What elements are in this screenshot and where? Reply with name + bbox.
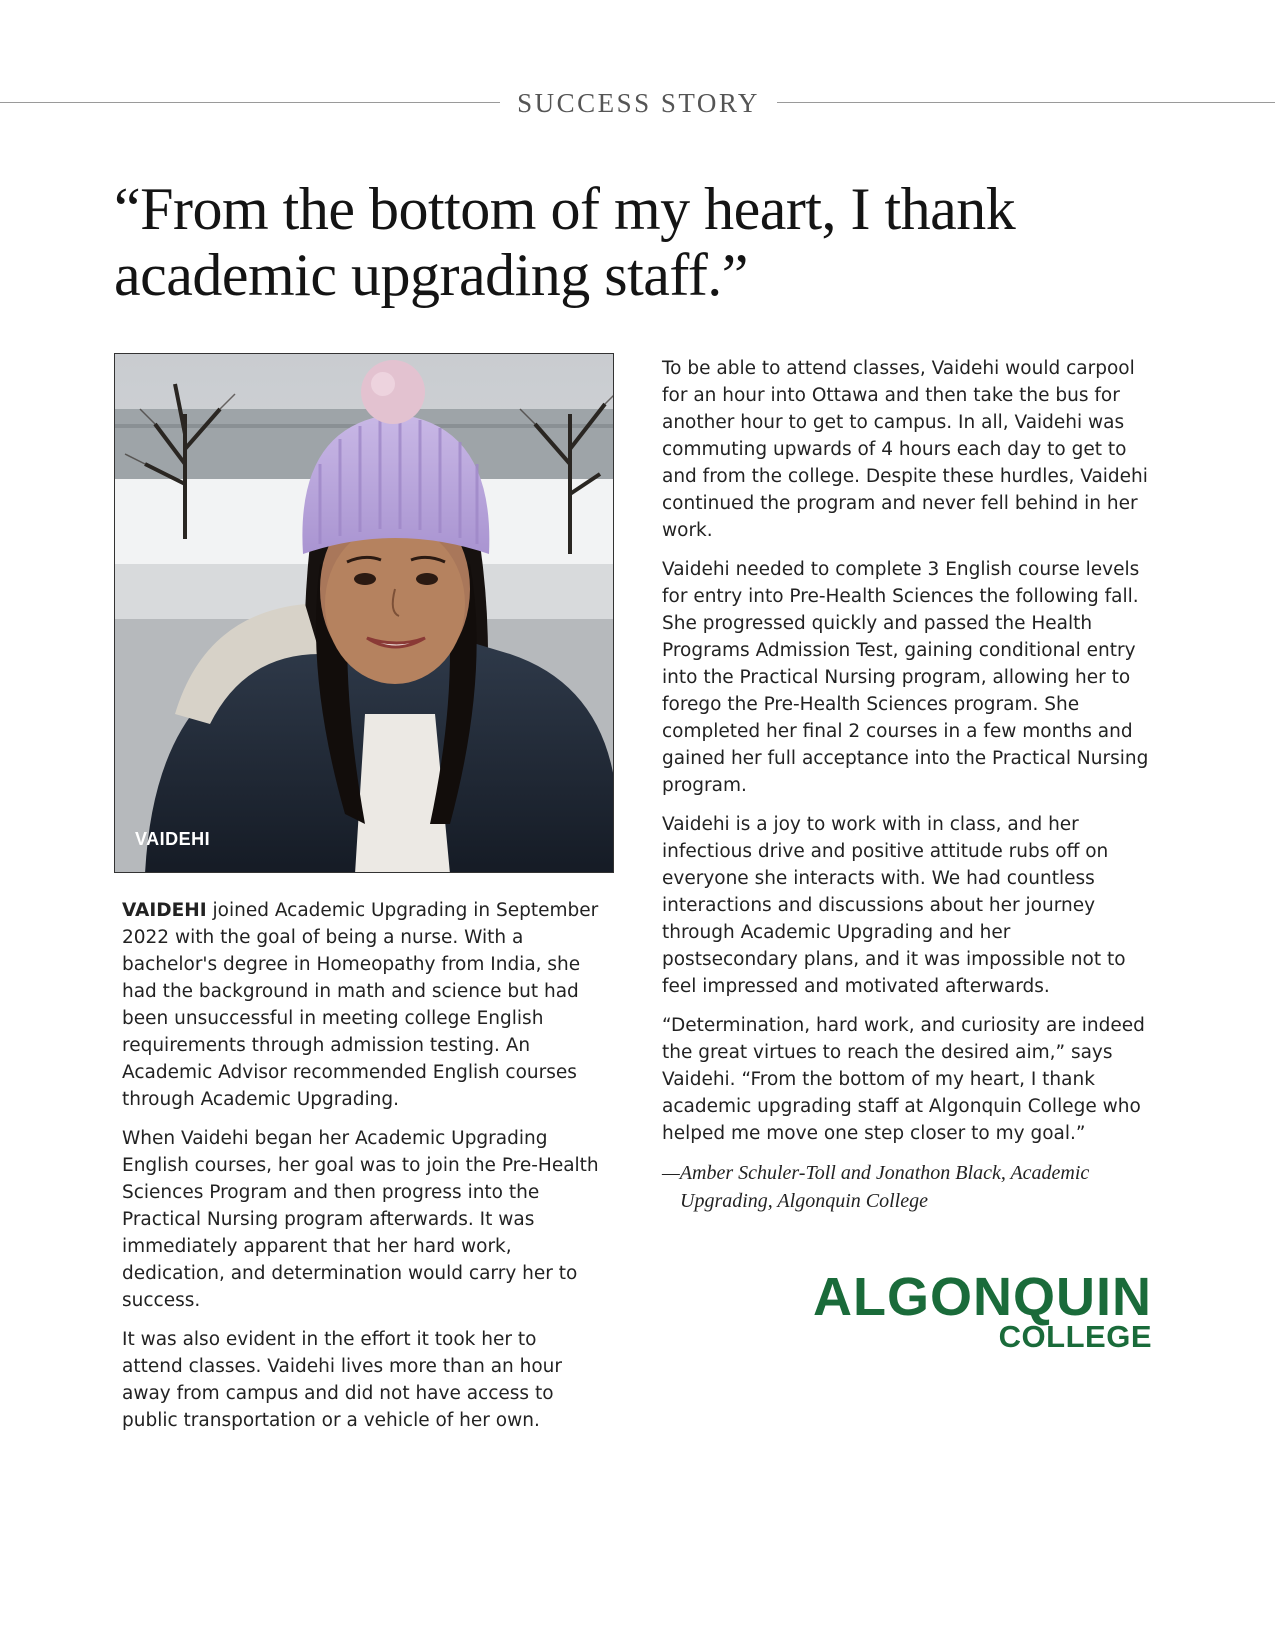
- logo-wordmark: ALGONQUIN: [813, 1267, 1152, 1327]
- photo-caption: VAIDEHI: [135, 829, 211, 849]
- lead-name: VAIDEHI: [122, 900, 207, 921]
- section-label: SUCCESS STORY: [517, 88, 760, 118]
- paragraph: [122, 897, 600, 1113]
- paragraph-text: joined Academic Upgrading in September 2022 with the goal of being a nurse. With a bachelor's degree in Homeopathy from India, she had the background in math and science but had been unsuccessful in meeting college English requirements through admission testing. An Academic Advisor recommended English courses through Academic Upgrading.: [122, 900, 599, 1110]
- paragraph: Vaidehi is a joy to work with in class, and her infectious drive and positive attitude rubs off on everyone she interacts with. We had countless interactions and discussions about her journey through Academic Upgrading and her postsecondary plans, and it was impossible not to feel impressed and motivated afterwards.: [662, 814, 1126, 997]
- paragraph: Vaidehi needed to complete 3 English course levels for entry into Pre-Health Sciences the following fall. She progressed quickly and passed the Health Programs Admission Test, gaining conditional entry into the Practical Nursing program, allowing her to forego the Pre-Health Sciences program. She completed her final 2 courses in a few months and gained her full acceptance into the Practical Nursing program.: [662, 559, 1149, 796]
- paragraph: When Vaidehi began her Academic Upgrading English courses, her goal was to join the Pre-Health Sciences Program and then progress into the Practical Nursing program afterwards. It was immediately apparent that her hard work, dedication, and determination would carry her to success.: [122, 1128, 599, 1311]
- paragraph: To be able to attend classes, Vaidehi would carpool for an hour into Ottawa and then take the bus for another hour to get to campus. In all, Vaidehi was commuting upwards of 4 hours each day to get to and from the college. Despite these hurdles, Vaidehi continued the program and never fell behind in her work.: [662, 358, 1148, 541]
- photo-illustration: [115, 354, 614, 873]
- student-photo: [114, 353, 614, 873]
- quote-paragraph: “Determination, hard work, and curiosity are indeed the great virtues to reach the desired aim,” says Vaidehi. “From the bottom of my heart, I thank academic upgrading staff at Algonquin College who helped me move one step closer to my goal.”: [662, 1015, 1145, 1144]
- algonquin-college-logo: [800, 1267, 1152, 1354]
- body-column-left: [122, 897, 600, 1446]
- logo-subtitle: COLLEGE: [998, 1319, 1152, 1354]
- headline-line-1: “From the bottom of my heart, I thank: [114, 176, 1016, 242]
- headline-line-2: academic upgrading staff.”: [114, 242, 748, 308]
- paragraph: It was also evident in the effort it took her to attend classes. Vaidehi lives more than an hour away from campus and did not have access to public transportation or a vehicle of her own.: [122, 1329, 563, 1431]
- headline-quote: [114, 176, 1174, 308]
- body-column-right: [662, 355, 1152, 1215]
- attribution: —Amber Schuler-Toll and Jonathon Black, Academic Upgrading, Algonquin College: [662, 1162, 1090, 1212]
- header-rule-left: [0, 102, 500, 103]
- header-rule-right: [777, 102, 1275, 103]
- section-header: [0, 83, 1275, 123]
